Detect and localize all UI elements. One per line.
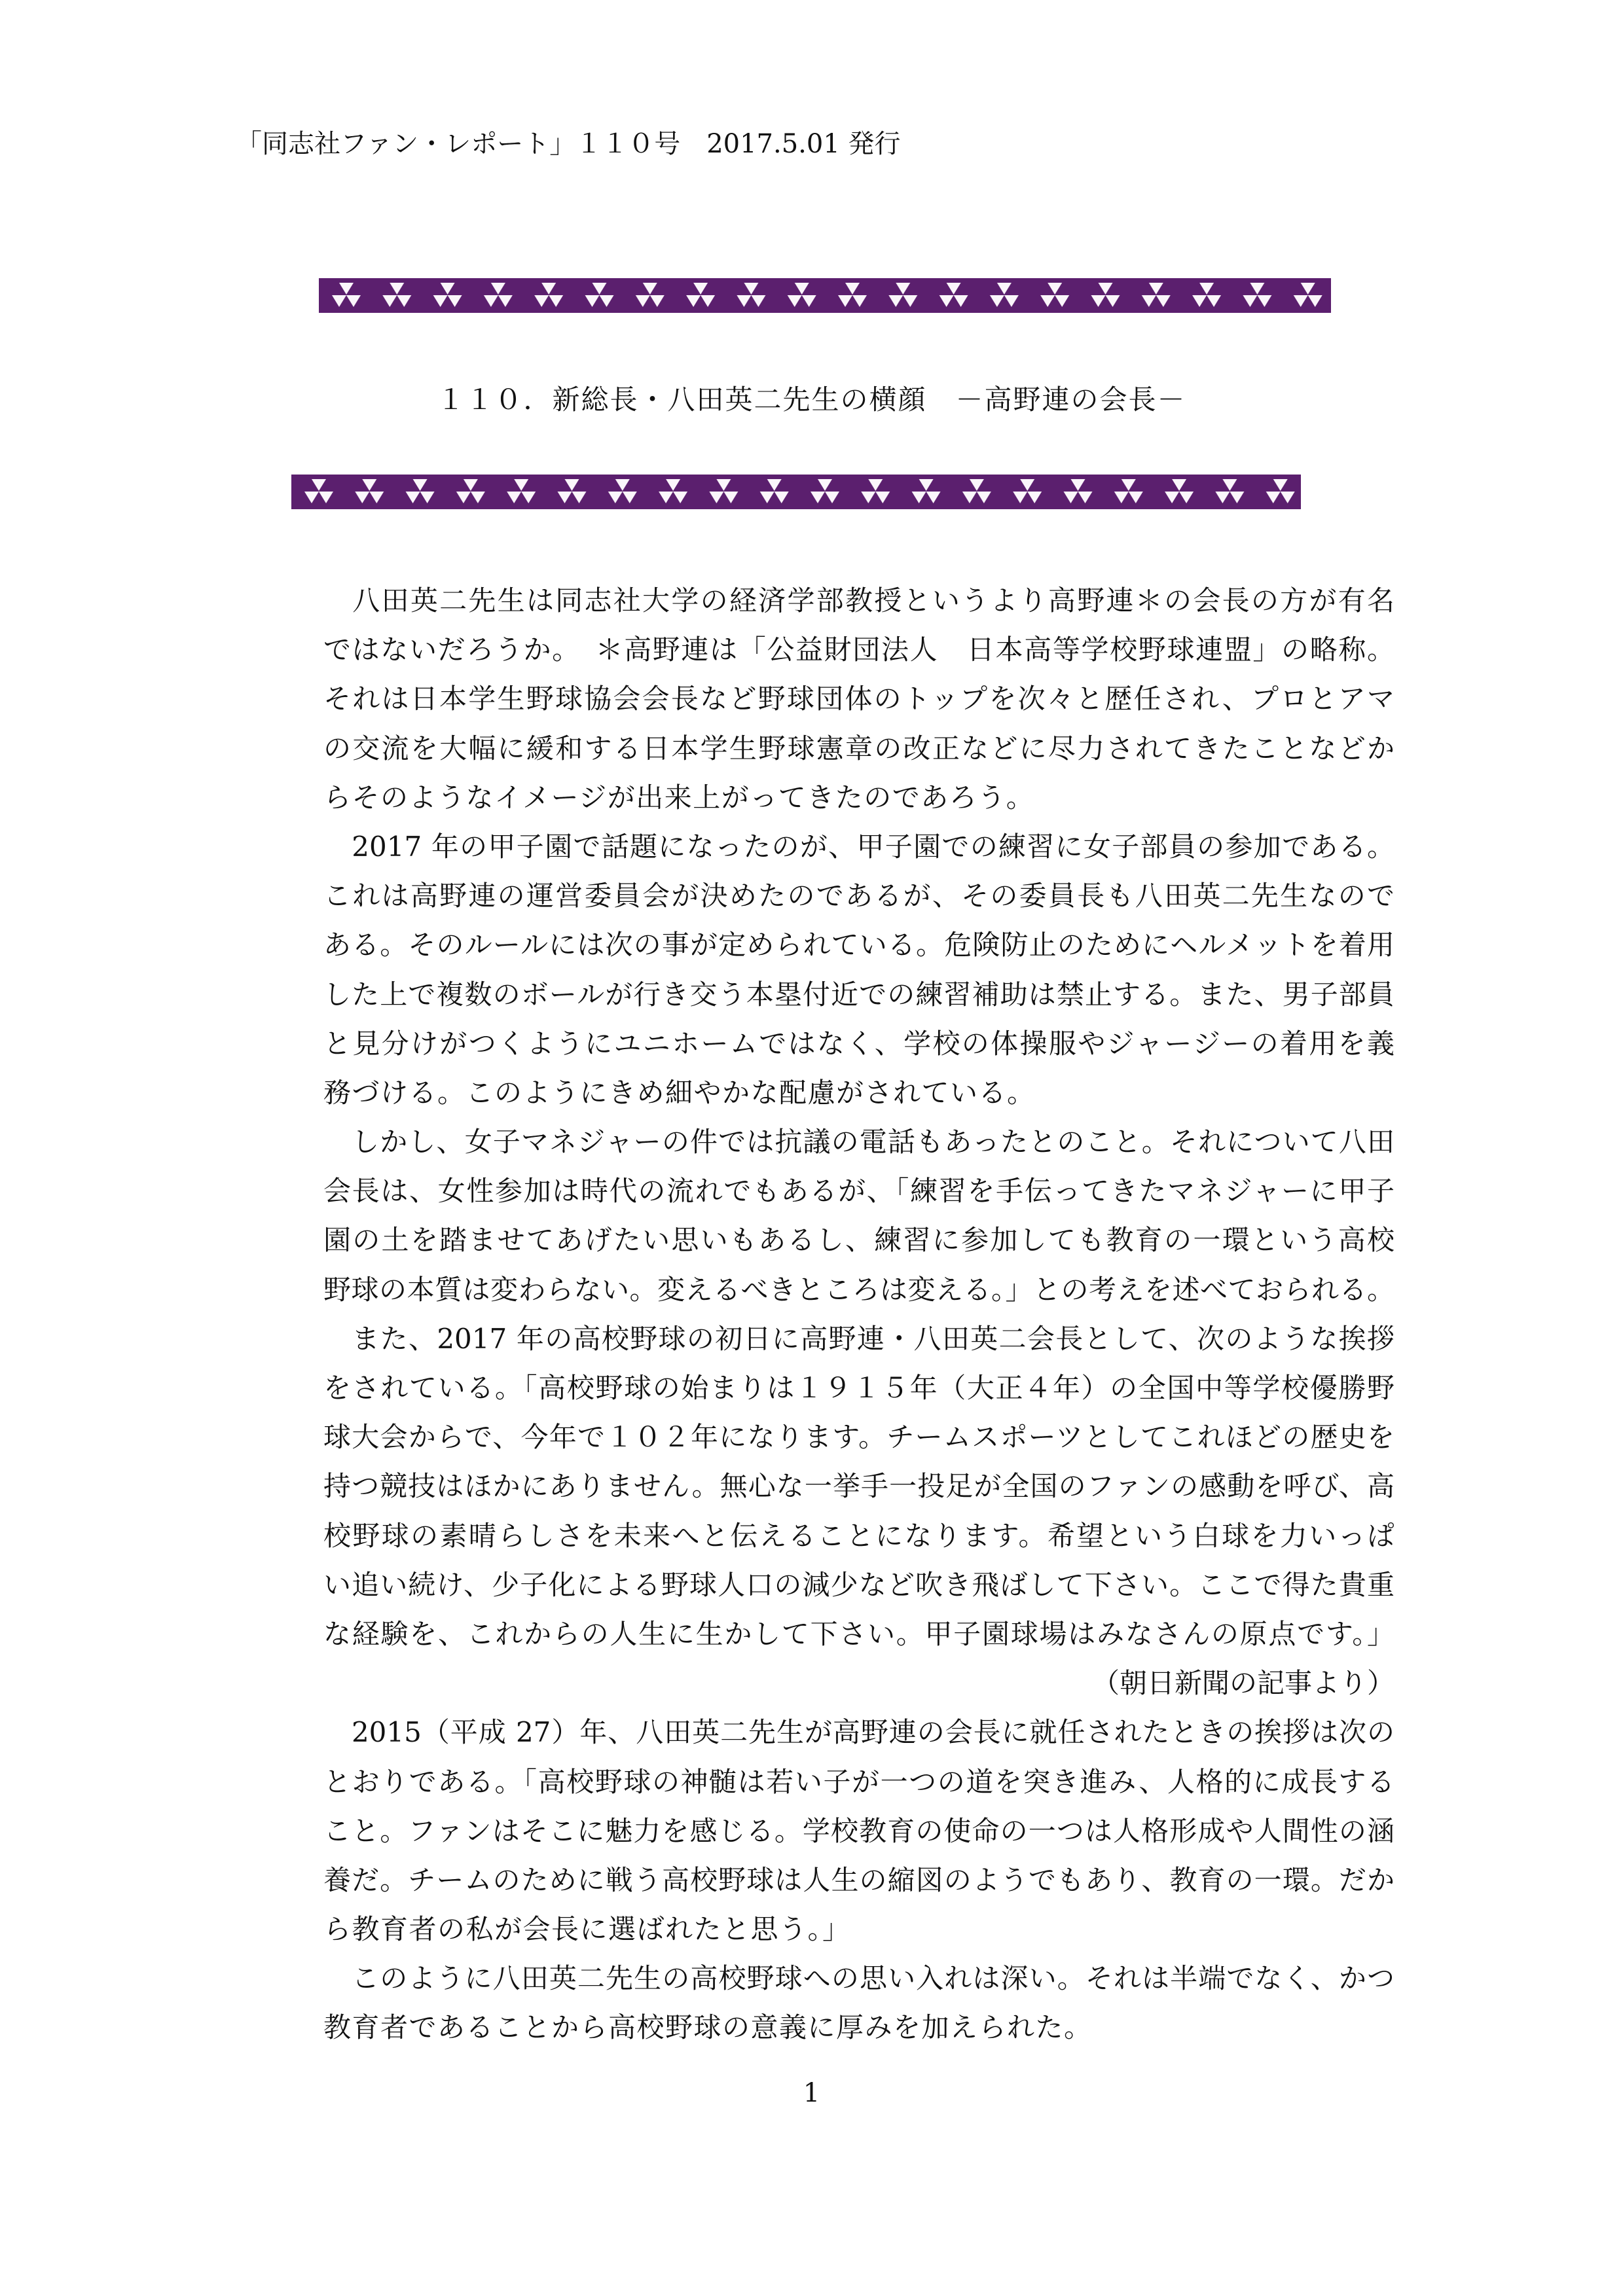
body-line: このように八田英二先生の高校野球への思い入れは深い。それは半端でなく、かつ	[323, 1962, 1395, 1995]
body-line: 校野球の素晴らしさを未来へと伝えることになります。希望という白球を力いっぱ	[323, 1519, 1395, 1552]
body-line: い追い続け、少子化による野球人口の減少など吹き飛ばして下さい。ここで得た貴重	[323, 1568, 1395, 1601]
article-title: １１０．新総長・八田英二先生の横顔 －高野連の会長－	[437, 384, 1186, 416]
body-line: それは日本学生野球協会会長など野球団体のトップを次々と歴任され、プロとアマ	[323, 683, 1395, 715]
body-line: ら教育者の私が会長に選ばれたと思う。」	[323, 1913, 851, 1946]
body-line: 養だ。チームのために戦う高校野球は人生の縮図のようでもあり、教育の一環。だか	[323, 1863, 1395, 1896]
body-line: をされている。「高校野球の始まりは１９１５年（大正４年）の全国中等学校優勝野	[323, 1372, 1395, 1404]
body-line: また、2017 年の高校野球の初日に高野連・八田英二会長として、次のような挨拶	[323, 1322, 1395, 1355]
body-line: した上で複数のボールが行き交う本塁付近での練習補助は禁止する。また、男子部員	[323, 978, 1395, 1011]
body-line: 2015（平成 27）年、八田英二先生が高野連の会長に就任されたときの挨拶は次の	[323, 1716, 1395, 1749]
body-line: の交流を大幅に緩和する日本学生野球憲章の改正などに尽力されてきたことなどか	[323, 732, 1395, 764]
body-line: 持つ競技はほかにありません。無心な一挙手一投足が全国のファンの感動を呼び、高	[323, 1470, 1395, 1503]
body-line: 球大会からで、今年で１０２年になります。チームスポーツとしてこれほどの歴史を	[323, 1421, 1395, 1454]
source-citation: （朝日新聞の記事より）	[1091, 1667, 1395, 1700]
body-line: これは高野連の運営委員会が決めたのであるが、その委員長も八田英二先生なので	[323, 880, 1395, 912]
body-line: な経験を、これからの人生に生かして下さい。甲子園球場はみなさんの原点です。」	[323, 1617, 1395, 1650]
decorative-banner-top	[319, 278, 1331, 313]
body-line: 務づける。このようにきめ細やかな配慮がされている。	[323, 1076, 1036, 1109]
body-line: 2017 年の甲子園で話題になったのが、甲子園での練習に女子部員の参加である。	[323, 830, 1395, 863]
body-line: 八田英二先生は同志社大学の経済学部教授というより高野連＊の会長の方が有名	[323, 584, 1395, 617]
body-line: 園の土を踏ませてあげたい思いもあるし、練習に参加しても教育の一環という高校	[323, 1224, 1395, 1257]
body-line: 教育者であることから高校野球の意義に厚みを加えられた。	[323, 2011, 1093, 2044]
body-line: らそのようなイメージが出来上がってきたのであろう。	[323, 781, 1035, 814]
body-line: 野球の本質は変わらない。変えるべきところは変える。」との考えを述べておられる。	[323, 1273, 1395, 1306]
body-line: しかし、女子マネジャーの件では抗議の電話もあったとのこと。それについて八田	[323, 1126, 1395, 1158]
body-line: ではないだろうか。 ＊高野連は「公益財団法人 日本高等学校野球連盟」の略称。	[323, 634, 1395, 666]
newsletter-header: 「同志社ファン・レポート」１１０号 2017.5.01 発行	[236, 129, 901, 159]
triangle-crest-pattern-icon	[319, 278, 1331, 313]
page-number: 1	[803, 2078, 820, 2108]
body-line: ある。そのルールには次の事が定められている。危険防止のためにヘルメットを着用	[323, 929, 1395, 961]
body-line: とおりである。「高校野球の神髄は若い子が一つの道を突き進み、人格的に成長する	[323, 1765, 1395, 1798]
triangle-crest-pattern-icon	[291, 475, 1301, 509]
decorative-banner-bottom	[291, 475, 1301, 509]
body-line: 会長は、女性参加は時代の流れでもあるが、「練習を手伝ってきたマネジャーに甲子	[323, 1175, 1395, 1208]
body-line: と見分けがつくようにユニホームではなく、学校の体操服やジャージーの着用を義	[323, 1027, 1395, 1060]
body-line: こと。ファンはそこに魅力を感じる。学校教育の使命の一つは人格形成や人間性の涵	[323, 1814, 1395, 1847]
article-body	[323, 576, 1395, 2053]
